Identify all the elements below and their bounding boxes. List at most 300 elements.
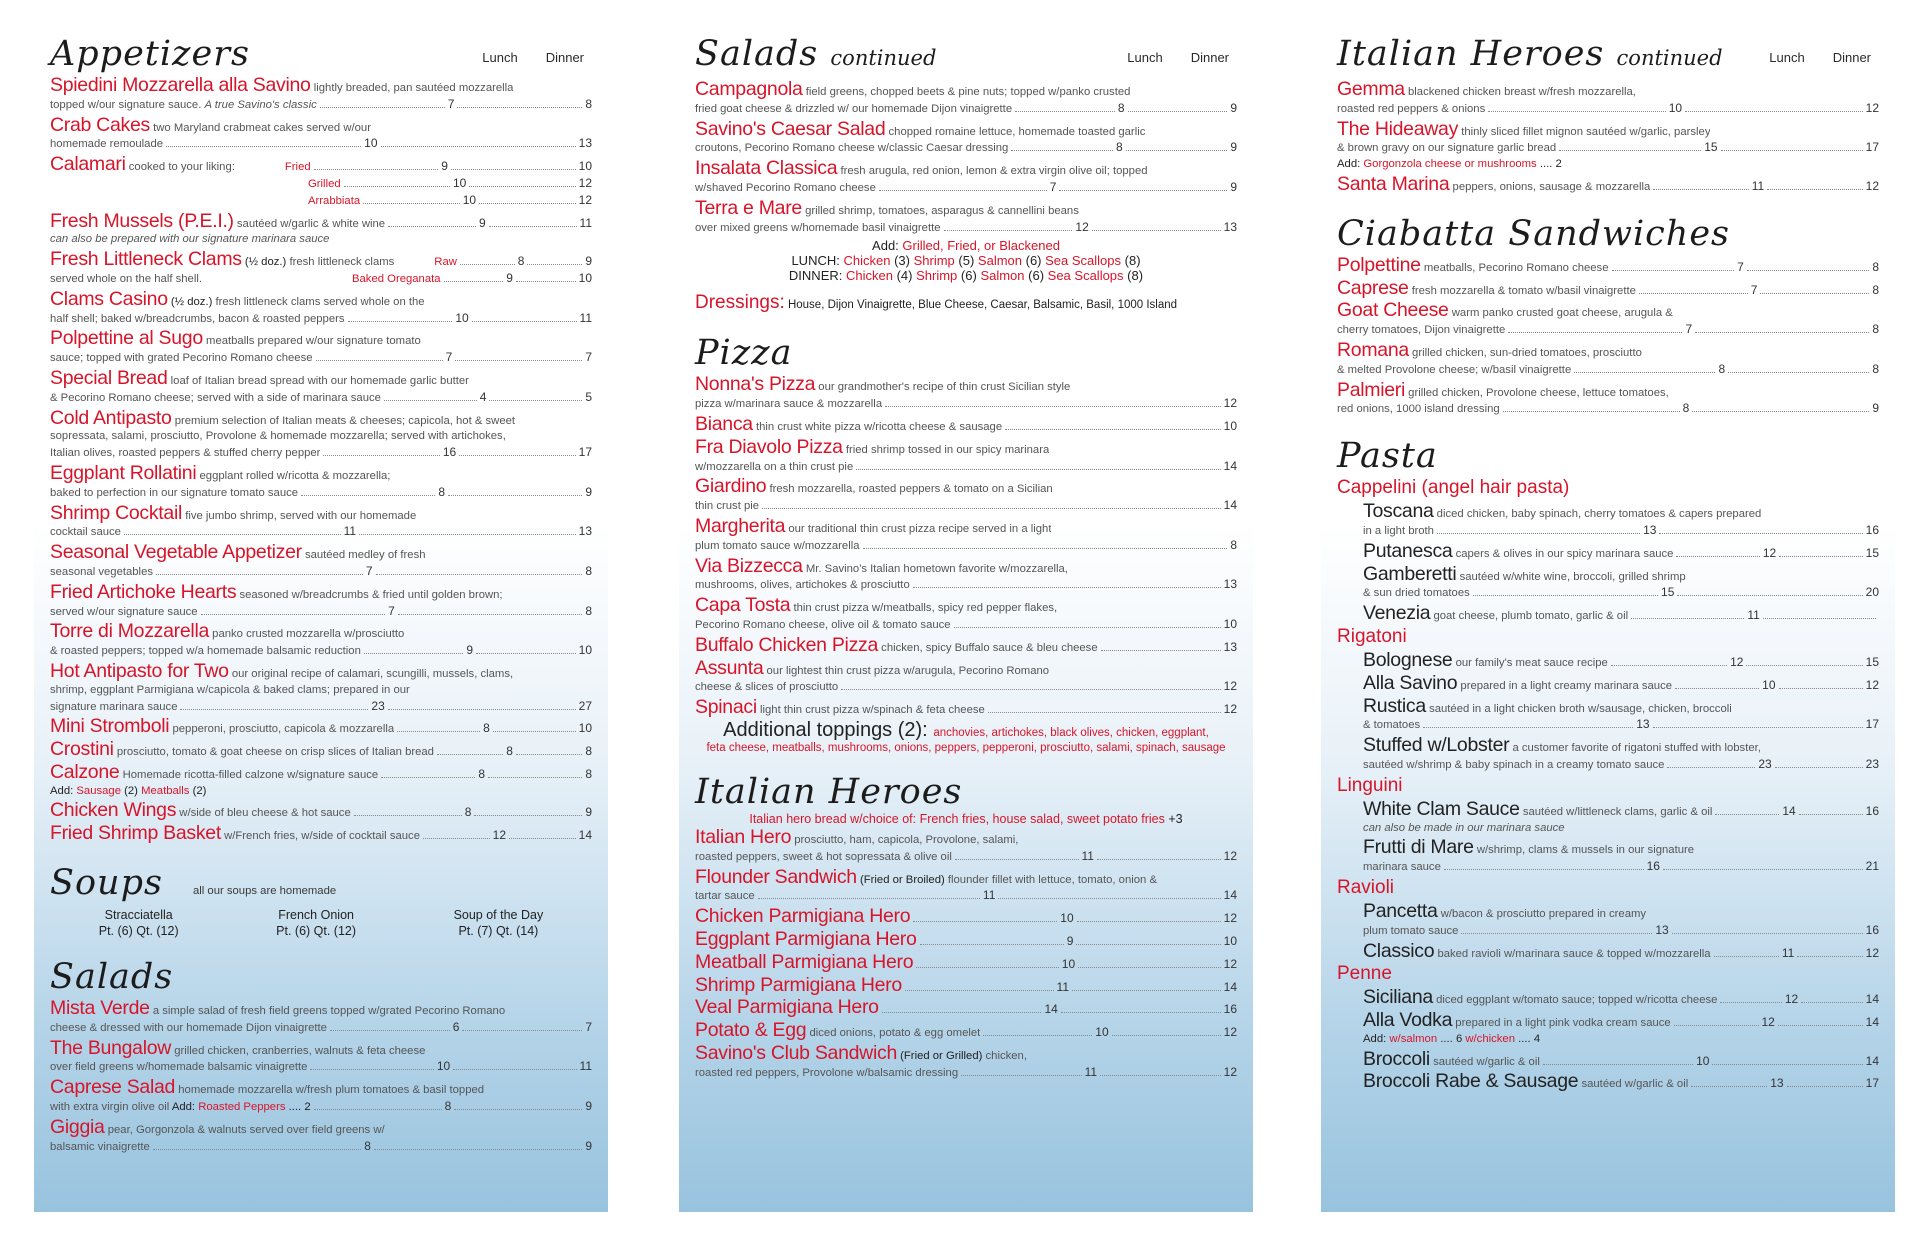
lunch-price: 8 — [1115, 140, 1123, 155]
lunch-price: 10 — [1095, 1025, 1109, 1040]
item-description: sautéed w/white wine, broccoli, grilled shrimp — [1459, 570, 1686, 583]
dinner-price: 11 — [579, 1059, 592, 1074]
leader-dots — [1543, 1064, 1693, 1065]
item-description-line — [50, 1059, 592, 1076]
leader-dots — [841, 689, 1220, 690]
item-title-text — [1363, 695, 1732, 718]
menu-item — [50, 997, 592, 1037]
menu-item — [50, 660, 592, 715]
item-name: Giggia — [50, 1115, 105, 1138]
leader-dots — [359, 534, 576, 535]
item-description-line — [1337, 362, 1879, 379]
menu-item — [695, 1042, 1237, 1082]
item-description-line — [1363, 585, 1879, 602]
leader-dots — [1005, 429, 1221, 430]
soup-name: Stracciatella — [104, 908, 173, 923]
leader-dots — [364, 653, 464, 654]
lunch-price: 8 — [483, 721, 490, 736]
add-label: Add: — [171, 1101, 196, 1114]
item-title-text — [1363, 540, 1673, 563]
dinner-price: 14 — [578, 828, 593, 843]
item-title-text — [50, 541, 426, 564]
item-description: red onions, 1000 island dressing — [1337, 403, 1500, 416]
item-name: Goat Cheese — [1337, 299, 1449, 322]
calamari-option — [50, 153, 592, 176]
menu-item — [1337, 379, 1879, 419]
item-first-line — [695, 413, 1237, 436]
leader-dots — [1721, 150, 1863, 151]
item-description-text — [695, 539, 860, 555]
item-name: Potato & Egg — [695, 1019, 807, 1042]
item-description: thinly sliced fillet mignon sautéed w/garlic, parsley — [1461, 125, 1711, 138]
leader-dots — [1112, 1035, 1221, 1036]
section-title: Ciabatta Sandwiches — [1337, 213, 1730, 254]
leader-dots — [1760, 293, 1869, 294]
lunch-price: 11 — [1781, 945, 1795, 960]
item-description: meatballs, Pecorino Romano cheese — [1423, 261, 1609, 274]
dinner-price: 27 — [578, 698, 593, 713]
item-description: chicken, spicy Buffalo sauce & bleu cheese — [881, 641, 1098, 654]
item-description: premium selection of Italian meats & cheeses; capicola, hot & sweet — [174, 414, 516, 427]
item-description: marinara sauce — [1363, 861, 1441, 874]
item-first-line — [695, 928, 1237, 951]
item-first-line — [50, 1116, 592, 1139]
heroes-note — [695, 812, 1237, 826]
menu-item — [1363, 695, 1879, 735]
leader-dots — [1779, 688, 1863, 689]
item-description: chicken, — [985, 1049, 1027, 1062]
item-description-line — [50, 643, 592, 660]
item-title-text — [1363, 563, 1686, 586]
item-description-text — [50, 446, 320, 462]
lunch-price: 10 — [1061, 956, 1076, 971]
leader-dots — [310, 1069, 433, 1070]
item-first-line — [50, 74, 592, 97]
leader-dots — [348, 321, 453, 322]
lunch-price: 7 — [365, 563, 373, 578]
item-description: fresh mozzarella & tomato w/basil vinaigrette — [1411, 284, 1636, 297]
item-first-line — [695, 78, 1237, 101]
dinner-price: 13 — [578, 524, 592, 539]
dinner-price: 11 — [579, 215, 593, 230]
calamari-option — [50, 176, 592, 193]
dinner-price: 13 — [578, 136, 593, 151]
item-description: lightly breaded, pan sautéed mozzarella — [313, 82, 514, 94]
item-title-text — [50, 367, 469, 390]
item-name: Campagnola — [695, 78, 803, 100]
item-name: Pancetta — [1363, 899, 1438, 922]
item-description: signature marinara sauce — [50, 700, 178, 713]
lunch-price: 9 — [506, 270, 513, 285]
item-description-text — [1363, 924, 1458, 940]
leader-dots — [1015, 111, 1115, 112]
lunch-price: 13 — [1770, 1076, 1784, 1091]
leader-dots — [153, 1149, 361, 1150]
item-title-text — [1337, 339, 1642, 362]
item-title-text — [1337, 78, 1636, 101]
section-title: Appetizers — [50, 34, 250, 74]
item-description: fresh arugula, red onion, lemon & extra virgin olive oil; topped — [840, 165, 1148, 178]
item-description-text — [50, 605, 198, 621]
item-description: light thin crust pizza w/spinach & feta cheese — [760, 704, 985, 717]
menu-item — [50, 620, 592, 660]
leader-dots — [1728, 372, 1869, 373]
item-description-line — [695, 220, 1237, 237]
item-description-text — [695, 141, 1008, 157]
item-name: Fried Shrimp Basket — [50, 822, 221, 845]
lunch-price: 11 — [1751, 178, 1765, 193]
dinner-price: 14 — [1865, 1053, 1880, 1068]
continued-label: continued — [1616, 46, 1723, 70]
pasta-group-name: Penne — [1337, 963, 1392, 985]
item-description-line — [50, 429, 592, 445]
item-title-text — [50, 581, 503, 604]
item-name: Eggplant Rollatini — [50, 461, 197, 484]
dinner-price: 7 — [585, 1019, 592, 1034]
item-title-text — [1363, 1048, 1540, 1071]
item-description: cherry tomatoes, Dijon vinaigrette — [1337, 324, 1506, 337]
item-first-line — [1363, 734, 1879, 757]
item-name: Bolognese — [1363, 648, 1453, 671]
item-description: homemade remoulade — [50, 138, 164, 151]
lunch-price: 11 — [1747, 608, 1760, 623]
dinner-price: 9 — [1230, 179, 1238, 194]
lunch-price: 4 — [479, 389, 487, 404]
leader-dots — [180, 709, 368, 710]
pasta-group-name: Rigatoni — [1337, 625, 1407, 647]
item-title-text — [50, 462, 390, 485]
menu-item — [695, 78, 1237, 118]
lunch-price: 8 — [506, 744, 513, 759]
menu-item — [695, 826, 1237, 866]
item-title-text — [1337, 379, 1669, 402]
dinner-price: 12 — [1223, 956, 1237, 971]
item-name: Fresh Mussels (P.E.I.) — [50, 209, 234, 232]
item-first-line — [50, 502, 592, 525]
menu-item — [1363, 563, 1879, 603]
pasta-section — [1337, 436, 1879, 1093]
menu-item — [1363, 900, 1879, 940]
leader-dots — [201, 614, 386, 615]
item-first-line — [1363, 836, 1879, 859]
lunch-price: 13 — [1655, 922, 1669, 937]
item-name: Crostini — [50, 738, 114, 761]
item-description-text — [50, 565, 153, 581]
item-name: Italian Hero — [695, 825, 792, 848]
menu-item — [50, 761, 592, 784]
item-first-line — [695, 696, 1237, 719]
add-label: Add: — [1337, 158, 1361, 171]
item-description: fresh mozzarella, roasted peppers & tomato on a Sicilian — [769, 483, 1053, 496]
item-first-line — [1363, 1070, 1879, 1093]
item-description: fried shrimp tossed in our spicy marinara — [845, 443, 1050, 456]
item-first-line — [50, 407, 592, 430]
dinner-price: 8 — [1230, 537, 1237, 552]
dinner-header: Dinner — [1190, 50, 1229, 65]
menu-item — [1363, 1070, 1879, 1093]
item-description-line — [695, 849, 1237, 866]
item-description-text — [695, 221, 941, 237]
option-label: Raw — [434, 256, 457, 269]
add-option: Chicken — [846, 268, 893, 284]
pasta-group-items — [1337, 649, 1879, 774]
item-description: mushrooms, olives, artichokes & prosciutto — [695, 579, 910, 592]
menu-item — [695, 413, 1237, 436]
item-first-line — [695, 634, 1237, 657]
item-title-text — [1363, 986, 1717, 1009]
lunch-price: 10 — [452, 175, 467, 190]
dinner-price: 9 — [585, 1099, 592, 1114]
item-description-text — [695, 499, 759, 515]
leader-dots — [1011, 150, 1113, 151]
menu-item — [1363, 986, 1879, 1009]
add-price: .... 4 — [1518, 1032, 1541, 1045]
leader-dots — [489, 226, 577, 227]
item-description: sautéed w/garlic & white wine — [236, 217, 386, 230]
section-title: Pasta — [1337, 436, 1438, 477]
lunch-price: 8 — [438, 484, 446, 499]
dinner-price: 12 — [1223, 1064, 1237, 1079]
dinner-price: 8 — [1872, 259, 1879, 274]
item-description: roasted red peppers, Provolone w/balsamic dressing — [695, 1066, 959, 1079]
item-first-line — [1363, 900, 1879, 923]
add-option: Chicken — [843, 253, 891, 269]
soups-section — [50, 863, 592, 939]
menu-panel-left — [34, 26, 608, 1212]
item-first-line — [50, 997, 592, 1020]
item-description-line — [695, 459, 1237, 476]
item-name: Terra e Mare — [695, 196, 802, 219]
item-description: sautéed in a light chicken broth w/sausage, chicken, broccoli — [1429, 702, 1732, 715]
item-first-line — [1363, 672, 1879, 695]
item-name: Calamari — [50, 153, 126, 176]
lunch-price: 7 — [1049, 179, 1057, 194]
item-name: Palmieri — [1337, 378, 1406, 401]
add-price: (5) — [958, 253, 975, 269]
item-name: Fra Diavolo Pizza — [695, 435, 843, 458]
leader-dots — [1097, 859, 1221, 860]
dinner-price: 5 — [585, 389, 593, 404]
item-description: pizza w/marinara sauce & mozzarella — [695, 398, 883, 411]
leader-dots — [1714, 956, 1779, 957]
dinner-price: 12 — [1223, 679, 1237, 694]
leader-dots — [1508, 332, 1682, 333]
lunch-price: 14 — [1782, 803, 1796, 818]
soups-note: all our soups are homemade — [192, 885, 337, 898]
leader-dots — [472, 321, 577, 322]
item-title-text — [1363, 672, 1672, 695]
item-title-text — [1337, 277, 1636, 300]
lunch-price: 12 — [1762, 545, 1777, 560]
item-description: peppers, onions, sausage & mozzarella — [1452, 180, 1651, 193]
leader-dots — [469, 186, 575, 187]
leader-dots — [1059, 190, 1227, 191]
pasta-group-name: Linguini — [1337, 774, 1403, 796]
pasta-group-name: Ravioli — [1337, 876, 1395, 898]
option-label: Arrabbiata — [308, 194, 361, 207]
item-description: & Pecorino Romano cheese; served with a side of marinara sauce — [50, 391, 381, 404]
item-description: a customer favorite of rigatoni stuffed with lobster, — [1512, 742, 1761, 755]
item-name: Savino's Club Sandwich — [695, 1041, 897, 1064]
menu-item — [695, 928, 1237, 951]
pasta-group-items — [1337, 900, 1879, 962]
item-first-line — [1363, 563, 1879, 586]
lunch-price: 10 — [436, 1059, 451, 1074]
leader-dots — [1691, 1086, 1767, 1087]
leader-dots — [451, 169, 576, 170]
item-description: fried goat cheese & drizzled w/ our homemade Dijon vinaigrette — [695, 102, 1013, 115]
add-label: Add: — [50, 784, 74, 797]
item-first-line — [695, 826, 1237, 849]
item-name: Alla Vodka — [1363, 1009, 1453, 1032]
lunch-price: 12 — [1075, 219, 1089, 234]
dinner-price: 12 — [1223, 911, 1238, 926]
leader-dots — [1076, 944, 1220, 945]
item-name: Cold Antipasto — [50, 406, 172, 429]
item-description-text — [1337, 323, 1505, 339]
item-name: Santa Marina — [1337, 172, 1450, 195]
leader-dots — [1799, 814, 1863, 815]
menu-item — [695, 555, 1237, 595]
leader-dots — [381, 777, 475, 778]
item-title-text — [50, 272, 441, 288]
item-first-line — [1337, 277, 1879, 300]
item-title-text — [1363, 649, 1608, 672]
leader-dots — [1775, 767, 1863, 768]
item-description-text — [50, 525, 121, 541]
add-option: w/salmon — [1389, 1032, 1438, 1045]
item-first-line — [695, 436, 1237, 459]
dinner-price: 14 — [1223, 888, 1238, 903]
item-description: prosciutto, ham, capicola, Provolone, salami, — [794, 833, 1019, 846]
item-description: a simple salad of fresh field greens topped w/grated Pecorino Romano — [152, 1005, 506, 1018]
menu-item — [695, 951, 1237, 974]
item-first-line — [50, 799, 592, 822]
item-description: Mr. Savino's Italian hometown favorite w/mozzarella, — [805, 562, 1068, 575]
item-first-line — [695, 657, 1237, 680]
menu-item — [695, 1019, 1237, 1042]
menu-item — [50, 74, 592, 114]
leader-dots — [124, 534, 341, 535]
item-description-line — [1363, 757, 1879, 774]
item-name: The Bungalow — [50, 1036, 172, 1059]
item-first-line — [695, 951, 1237, 974]
menu-item — [1337, 339, 1879, 379]
pasta-group-items — [1337, 798, 1879, 876]
item-title-text — [50, 799, 351, 822]
menu-item — [695, 974, 1237, 997]
item-description: baked ravioli w/marinara sauce & topped w/mozzarella — [1437, 947, 1711, 960]
item-description: loaf of Italian bread spread with our homemade garlic butter — [170, 374, 469, 387]
leader-dots — [1078, 967, 1221, 968]
item-title-text — [1363, 900, 1646, 923]
item-name: Savino's Caesar Salad — [695, 117, 886, 140]
menu-item — [1363, 649, 1879, 672]
pasta-group-items — [1337, 986, 1879, 1093]
salad-add-ons — [695, 238, 1237, 283]
leader-dots — [1787, 1086, 1863, 1087]
salads-continued-section — [695, 34, 1237, 315]
item-name: Spiedini Mozzarella alla Savino — [50, 74, 311, 96]
item-description: tartar sauce — [695, 890, 755, 903]
item-description: seasonal vegetables — [50, 565, 154, 578]
menu-item — [50, 114, 592, 154]
item-title-text — [50, 407, 515, 430]
leader-dots — [488, 777, 582, 778]
menu-item — [50, 248, 592, 288]
leader-dots — [1663, 869, 1863, 870]
menu-item — [1363, 940, 1879, 963]
item-description: fresh littleneck clams — [289, 256, 395, 269]
item-first-line — [50, 822, 592, 845]
item-description: grilled shrimp, tomatoes, asparagus & cannellini beans — [805, 204, 1079, 217]
menu-item — [695, 996, 1237, 1019]
item-description: seasoned w/breadcrumbs & fried until golden brown; — [239, 588, 503, 601]
lunch-header: Lunch — [482, 50, 518, 65]
title-text: Italian Heroes — [1337, 34, 1605, 74]
item-title-text — [50, 997, 505, 1020]
item-name: Alla Savino — [1363, 671, 1458, 694]
item-description-line — [1337, 140, 1879, 157]
menu-item — [695, 436, 1237, 476]
leader-dots — [1574, 372, 1715, 373]
lunch-price: 9 — [466, 643, 474, 658]
item-first-line — [1337, 78, 1879, 101]
leader-dots — [1423, 727, 1633, 728]
item-title-text — [695, 594, 1057, 617]
dinner-price: 8 — [1872, 282, 1879, 297]
dinner-price: 9 — [1230, 100, 1238, 115]
item-description: grilled chicken, cranberries, walnuts & feta cheese — [174, 1044, 426, 1057]
lunch-price: 9 — [1066, 933, 1074, 948]
lunch-price: 10 — [455, 310, 469, 325]
leader-dots — [314, 1109, 442, 1110]
lunch-price: 12 — [492, 828, 506, 843]
item-description-text — [1363, 586, 1470, 602]
item-name: Flounder Sandwich — [695, 865, 857, 888]
dinner-price: 17 — [1865, 140, 1879, 155]
item-title-text — [695, 118, 1145, 141]
lunch-price: 11 — [1081, 848, 1094, 863]
item-description: & roasted peppers; topped w/a homemade balsamic reduction — [50, 645, 361, 658]
leader-dots — [1092, 230, 1221, 231]
item-name: Classico — [1363, 939, 1435, 962]
item-first-line — [50, 210, 592, 233]
item-name: Toscana — [1363, 500, 1434, 523]
dinner-price: 10 — [1223, 418, 1237, 433]
item-description-line — [1337, 401, 1879, 418]
leader-dots — [1128, 111, 1228, 112]
dinner-price: 8 — [1872, 361, 1880, 376]
menu-item — [695, 657, 1237, 697]
item-name: Broccoli Rabe & Sausage — [1363, 1070, 1579, 1093]
ciabatta-section — [1337, 214, 1879, 418]
item-title-text — [1363, 798, 1712, 821]
menu-item — [1363, 1048, 1879, 1071]
leader-dots — [474, 815, 582, 816]
item-description-text — [1337, 402, 1500, 418]
meal-label: DINNER: — [788, 268, 843, 284]
item-first-line — [50, 114, 592, 137]
item-description-text — [50, 700, 177, 716]
leader-dots — [1746, 665, 1862, 666]
leader-dots — [314, 169, 439, 170]
section-title: Soups — [50, 863, 163, 904]
item-description: w/mozzarella on a thin crust pie — [695, 460, 854, 473]
item-description-text — [50, 137, 163, 153]
menu-item — [1363, 500, 1879, 540]
item-first-line — [1337, 173, 1879, 196]
